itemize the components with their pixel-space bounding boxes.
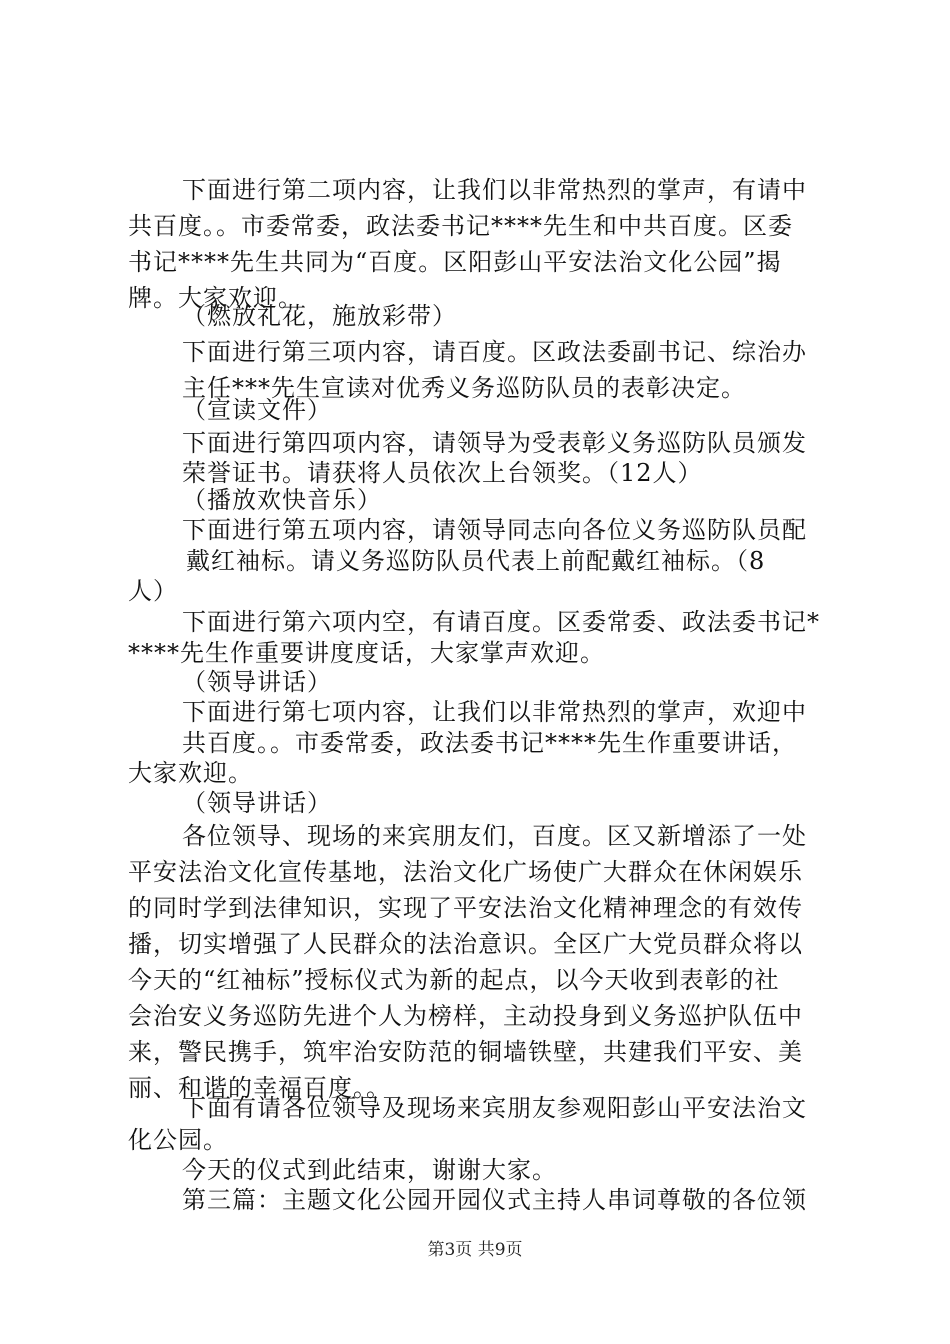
text-line: 播，切实增强了人民群众的法治意识。全区广大党员群众将以 [128, 930, 803, 958]
text-line: 书记****先生共同为“百度。区阳彭山平安法治文化公园”揭 [128, 248, 782, 276]
text-line: 牌。大家欢迎。 [128, 284, 303, 312]
text-line: （宣读文件） [182, 396, 332, 424]
text-line: 丽、和谐的幸福百度。。 [128, 1074, 391, 1102]
text-line: 下面进行第五项内容，请领导同志向各位义务巡防队员配 [182, 516, 807, 544]
text-line: 主任***先生宣读对优秀义务巡防队员的表彰决定。 [182, 374, 746, 402]
text-line: 今天的“红袖标”授标仪式为新的起点，以今天收到表彰的社 [128, 966, 780, 994]
text-line: 下面有请各位领导及现场来宾朋友参观阳彭山平安法治文 [182, 1094, 807, 1122]
text-line: 大家欢迎。 [128, 759, 253, 787]
text-line: 人） [128, 577, 178, 605]
text-line: （领导讲话） [182, 789, 332, 817]
text-line: 下面进行第六项内空，有请百度。区委常委、政法委书记* [182, 608, 820, 636]
text-line: 的同时学到法律知识，实现了平安法治文化精神理念的有效传 [128, 894, 803, 922]
text-line: 第三篇：主题文化公园开园仪式主持人串词尊敬的各位领 [182, 1186, 807, 1214]
text-line: （领导讲话） [182, 668, 332, 696]
text-line: 今天的仪式到此结束，谢谢大家。 [182, 1156, 557, 1184]
text-line: 各位领导、现场的来宾朋友们，百度。区又新增添了一处 [182, 822, 807, 850]
text-line: 戴红袖标。请义务巡防队员代表上前配戴红袖标。（8 [186, 547, 766, 575]
text-line: 下面进行第七项内容，让我们以非常热烈的掌声，欢迎中 [182, 698, 807, 726]
text-line: 共百度。。市委常委，政法委书记****先生作重要讲话， [182, 729, 797, 757]
text-line: 下面进行第三项内容，请百度。区政法委副书记、综治办 [182, 338, 807, 366]
text-line: （播放欢快音乐） [182, 486, 382, 514]
text-line: 来，警民携手，筑牢治安防范的铜墙铁壁，共建我们平安、美 [128, 1038, 803, 1066]
text-line: 共百度。。市委常委，政法委书记****先生和中共百度。区委 [128, 212, 793, 240]
text-line: （燃放礼花，施放彩带） [182, 302, 457, 330]
text-line: 会治安义务巡防先进个人为榜样，主动投身到义务巡护队伍中 [128, 1002, 803, 1030]
text-line: 下面进行第二项内容，让我们以非常热烈的掌声，有请中 [182, 176, 807, 204]
text-line: 平安法治文化宣传基地，法治文化广场使广大群众在休闲娱乐 [128, 858, 803, 886]
text-line: 下面进行第四项内容，请领导为受表彰义务巡防队员颁发 [182, 429, 807, 457]
text-line: ****先生作重要讲度度话，大家掌声欢迎。 [128, 639, 605, 667]
page-footer: 第3页 共9页 [427, 1240, 523, 1260]
text-line: 化公园。 [128, 1126, 228, 1154]
text-line: 荣誉证书。请获将人员依次上台领奖。（12人） [182, 459, 703, 487]
